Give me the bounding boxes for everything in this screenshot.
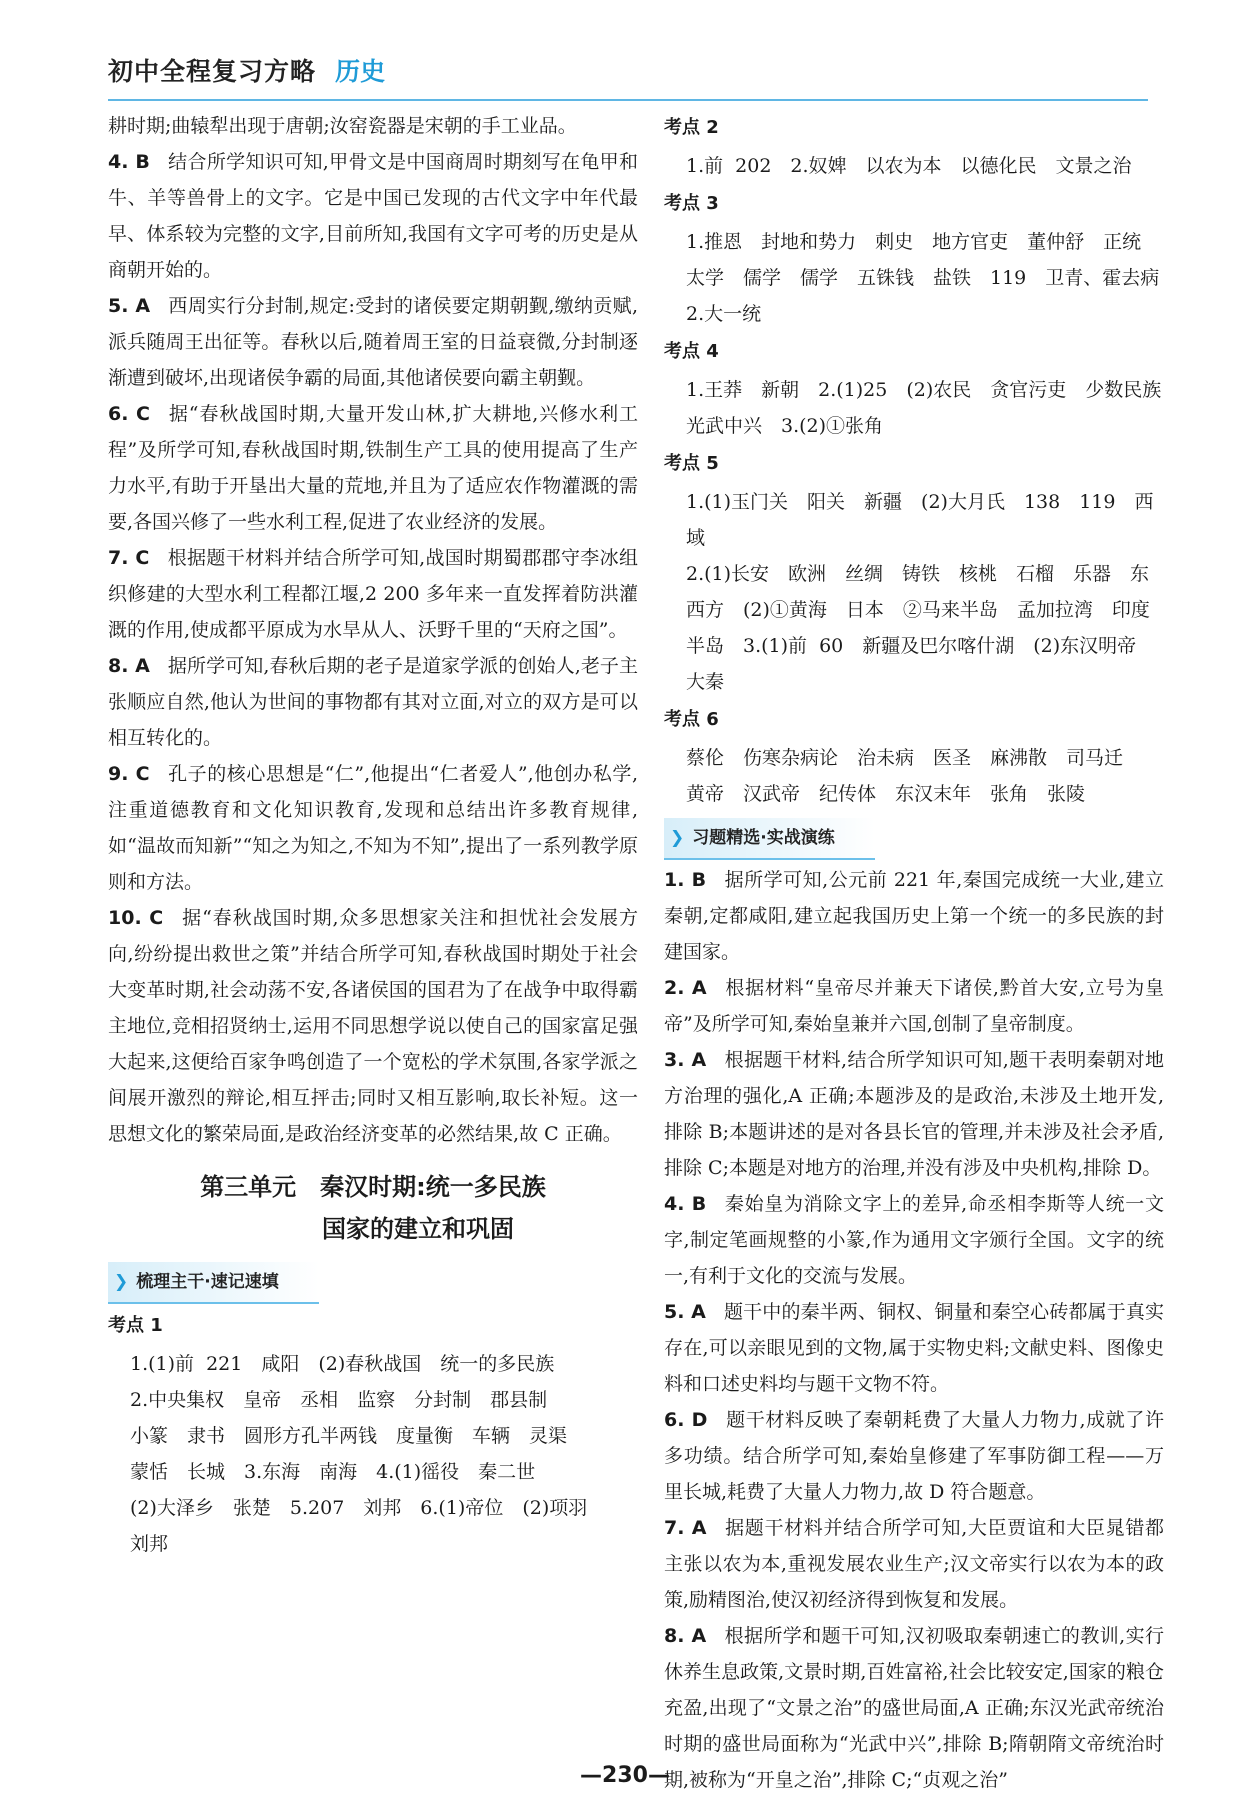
answer-explanation: 据所学可知,春秋后期的老子是道家学派的创始人,老子主张顺应自然,他认为世间的事物都有其对立面,对立的双方是可以相互转化的。 [108,655,638,749]
answer-number: 5. A [664,1301,706,1323]
answer-explanation: 据题干材料并结合所学可知,大臣贾谊和大臣晁错都主张以农为本,重视发展农业生产;汉文帝实行以农为本的政策,励精图治,使汉初经济得到恢复和发展。 [664,1517,1164,1611]
answer-item [664,1186,1164,1294]
kaodian-answer-line: 半岛 3.(1)前 60 新疆及巴尔喀什湖 (2)东汉明帝 [686,635,1137,657]
right-column [664,108,1164,1798]
answer-number: 8. A [108,655,150,677]
kaodian-answer-line: 刘邦 [130,1533,169,1555]
kaodian-answer-line: 2.大一统 [686,303,762,325]
kaodian-answer-line: 1.(1)前 221 咸阳 (2)春秋战国 统一的多民族 [130,1353,555,1375]
kaodian-answer-line: 大秦 [686,671,725,693]
answer-item [664,1510,1164,1618]
answer-number: 10. C [108,907,164,929]
answer-item [108,756,638,900]
kaodian-6-lines [664,740,1164,812]
answer-item [664,862,1164,970]
answer-explanation: 秦始皇为消除文字上的差异,命丞相李斯等人统一文字,制定笔画规整的小篆,作为通用文字颁行全国。文字的统一,有利于文化的交流与发展。 [664,1193,1164,1287]
answer-item [108,540,638,648]
kaodian-2-lines [664,148,1164,184]
kaodian-answer-line: 西方 (2)①黄海 日本 ②马来半岛 孟加拉湾 印度 [686,599,1150,621]
answer-explanation: 题干中的秦半两、铜权、铜量和秦空心砖都属于真实存在,可以亲眼见到的文物,属于实物史料;文献史料、图像史料和口述史料均与题干文物不符。 [664,1301,1164,1395]
kaodian-answer-line: (2)大泽乡 张楚 5.207 刘邦 6.(1)帝位 (2)项羽 [130,1497,588,1519]
subject-label: 历史 [335,57,386,86]
answer-item [108,900,638,1152]
answer-number: 5. A [108,295,151,317]
page-number: —230— [580,1763,670,1788]
lead-text: 耕时期;曲辕犁出现于唐朝;汝窑瓷器是宋朝的手工业品。 [108,115,577,137]
answer-item [664,970,1164,1042]
answer-number: 6. D [664,1409,708,1431]
kaodian-1-lines [108,1346,638,1562]
answer-explanation: 根据材料“皇帝尽并兼天下诸侯,黔首大安,立号为皇帝”及所学可知,秦始皇兼并六国,创制了皇帝制度。 [664,977,1165,1035]
answer-explanation: 西周实行分封制,规定:受封的诸侯要定期朝觐,缴纳贡赋,派兵随周王出征等。春秋以后,随着周王室的日益衰微,分封制逐渐遭到破坏,出现诸侯争霸的局面,其他诸侯要向霸主朝觐。 [108,295,638,389]
answer-number: 9. C [108,763,150,785]
kaodian-label: 考点 1 [108,1315,163,1336]
kaodian-answer-line: 2.(1)长安 欧洲 丝绸 铸铁 核桃 石榴 乐器 东 [686,563,1150,585]
left-column [108,108,638,1562]
answer-number: 3. A [664,1049,707,1071]
chevron-right-icon: ❯ [114,1272,129,1292]
kaodian-5-lines [664,484,1164,700]
answer-item [108,648,638,756]
kaodian-answer-line: 1.推恩 封地和势力 刺史 地方官吏 董仲舒 正统 [686,231,1142,253]
left-answer-list [108,144,638,1152]
section-heading-text: 习题精选·实战演练 [692,828,835,848]
answer-item [664,1294,1164,1402]
answer-explanation: 据“春秋战国时期,众多思想家关注和担忧社会发展方向,纷纷提出救世之策”并结合所学可知,春秋战国时期处于社会大变革时期,社会动荡不安,各诸侯国的国君为了在战争中取得霸主地位,竞相招贤纳士,运用不同思想学说以使自己的国家富足强大起来,这便给百家争鸣创造了一个宽松的学术氛围,各家学派之间展开激烈的辩论,相互抨击;同时又相互影响,取长补短。这一思想文化的繁荣局面,是政治经济变革的必然结果,故 C 正确。 [108,907,638,1145]
kaodian-answer-line: 光武中兴 3.(2)①张角 [686,415,884,437]
kaodian-4-lines [664,372,1164,444]
answer-explanation: 根据所学和题干可知,汉初吸取秦朝速亡的教训,实行休养生息政策,文景时期,百姓富裕,社会比较安定,国家的粮仓充盈,出现了“文景之治”的盛世局面,A 正确;东汉光武帝统治时期的盛世局面称为“光武中兴”,排除 B;隋朝隋文帝统治时期,被称为“开皇之治”,排除 C;“贞观之治” [664,1625,1164,1791]
kaodian-label: 考点 2 [664,117,719,138]
answer-item [108,288,638,396]
kaodian-answer-line: 小篆 隶书 圆形方孔半两钱 度量衡 车辆 灵渠 [130,1425,568,1447]
kaodian-label: 考点 4 [664,341,719,362]
kaodian-label: 考点 6 [664,709,719,730]
section-heading-text: 梳理主干·速记速填 [136,1272,279,1292]
answer-explanation: 据所学可知,公元前 221 年,秦国完成统一大业,建立秦朝,定都咸阳,建立起我国历史上第一个统一的多民族的封建国家。 [664,869,1164,963]
kaodian-answer-line: 太学 儒学 儒学 五铢钱 盐铁 119 卫青、霍去病 [686,267,1160,289]
header-divider [108,99,1148,101]
answer-explanation: 题干材料反映了秦朝耗费了大量人力物力,成就了许多功绩。结合所学可知,秦始皇修建了军事防御工程——万里长城,耗费了大量人力物力,故 D 符合题意。 [664,1409,1165,1503]
answer-number: 4. B [664,1193,707,1215]
book-title: 初中全程复习方略 [108,57,317,86]
kaodian-answer-line: 2.中央集权 皇帝 丞相 监察 分封制 郡县制 [130,1389,548,1411]
answer-number: 8. A [664,1625,707,1647]
unit-title-line-2: 国家的建立和巩固 [322,1215,514,1243]
answer-explanation: 结合所学知识可知,甲骨文是中国商周时期刻写在龟甲和牛、羊等兽骨上的文字。它是中国已发现的古代文字中年代最早、体系较为完整的文字,目前所知,我国有文字可考的历史是从商朝开始的。 [108,151,638,281]
kaodian-answer-line: 1.前 202 2.奴婢 以农为本 以德化民 文景之治 [686,155,1132,177]
unit-title [108,1166,638,1250]
kaodian-answer-line: 蒙恬 长城 3.东海 南海 4.(1)徭役 秦二世 [130,1461,536,1483]
kaodian-label: 考点 5 [664,453,719,474]
kaodian-answer-line: 蔡伦 伤寒杂病论 治未病 医圣 麻沸散 司马迁 [686,747,1124,769]
page-header [108,52,385,96]
answer-number: 4. B [108,151,150,173]
answer-item [108,396,638,540]
answer-number: 6. C [108,403,150,425]
answer-number: 7. A [664,1517,707,1539]
section-heading-review [108,1262,319,1304]
answer-item [108,144,638,288]
right-answer-list [664,862,1164,1798]
unit-title-line-1: 第三单元 秦汉时期:统一多民族 [200,1173,546,1201]
answer-item [664,1402,1164,1510]
answer-explanation: 据“春秋战国时期,大量开发山林,扩大耕地,兴修水利工程”及所学可知,春秋战国时期,铁制生产工具的使用提高了生产力水平,有助于开垦出大量的荒地,并且为了适应农作物灌溉的需要,各国兴修了一些水利工程,促进了农业经济的发展。 [108,403,638,533]
answer-explanation: 根据题干材料并结合所学可知,战国时期蜀郡郡守李冰组织修建的大型水利工程都江堰,2 200 多年来一直发挥着防洪灌溉的作用,使成都平原成为水旱从人、沃野千里的“天府之国”。 [108,547,638,641]
answer-explanation: 根据题干材料,结合所学知识可知,题干表明秦朝对地方治理的强化,A 正确;本题涉及的是政治,未涉及土地开发,排除 B;本题讲述的是对各县长官的管理,并未涉及社会矛盾,排除 C;本题是对地方的治理,并没有涉及中央机构,排除 D。 [664,1049,1164,1179]
chevron-right-icon: ❯ [670,828,685,848]
section-heading-practice [664,818,875,860]
kaodian-answer-line: 1.(1)玉门关 阳关 新疆 (2)大月氏 138 119 西域 [686,491,1154,549]
answer-number: 1. B [664,869,707,891]
kaodian-answer-line: 黄帝 汉武帝 纪传体 东汉末年 张角 张陵 [686,783,1086,805]
answer-item [664,1042,1164,1186]
answer-number: 2. A [664,977,707,999]
kaodian-label: 考点 3 [664,193,719,214]
answer-number: 7. C [108,547,150,569]
kaodian-answer-line: 1.王莽 新朝 2.(1)25 (2)农民 贪官污吏 少数民族 [686,379,1162,401]
kaodian-3-lines [664,224,1164,332]
answer-explanation: 孔子的核心思想是“仁”,他提出“仁者爱人”,他创办私学,注重道德教育和文化知识教育,发现和总结出许多教育规律,如“温故而知新”“知之为知之,不知为不知”,提出了一系列教学原则和方法。 [108,763,638,893]
